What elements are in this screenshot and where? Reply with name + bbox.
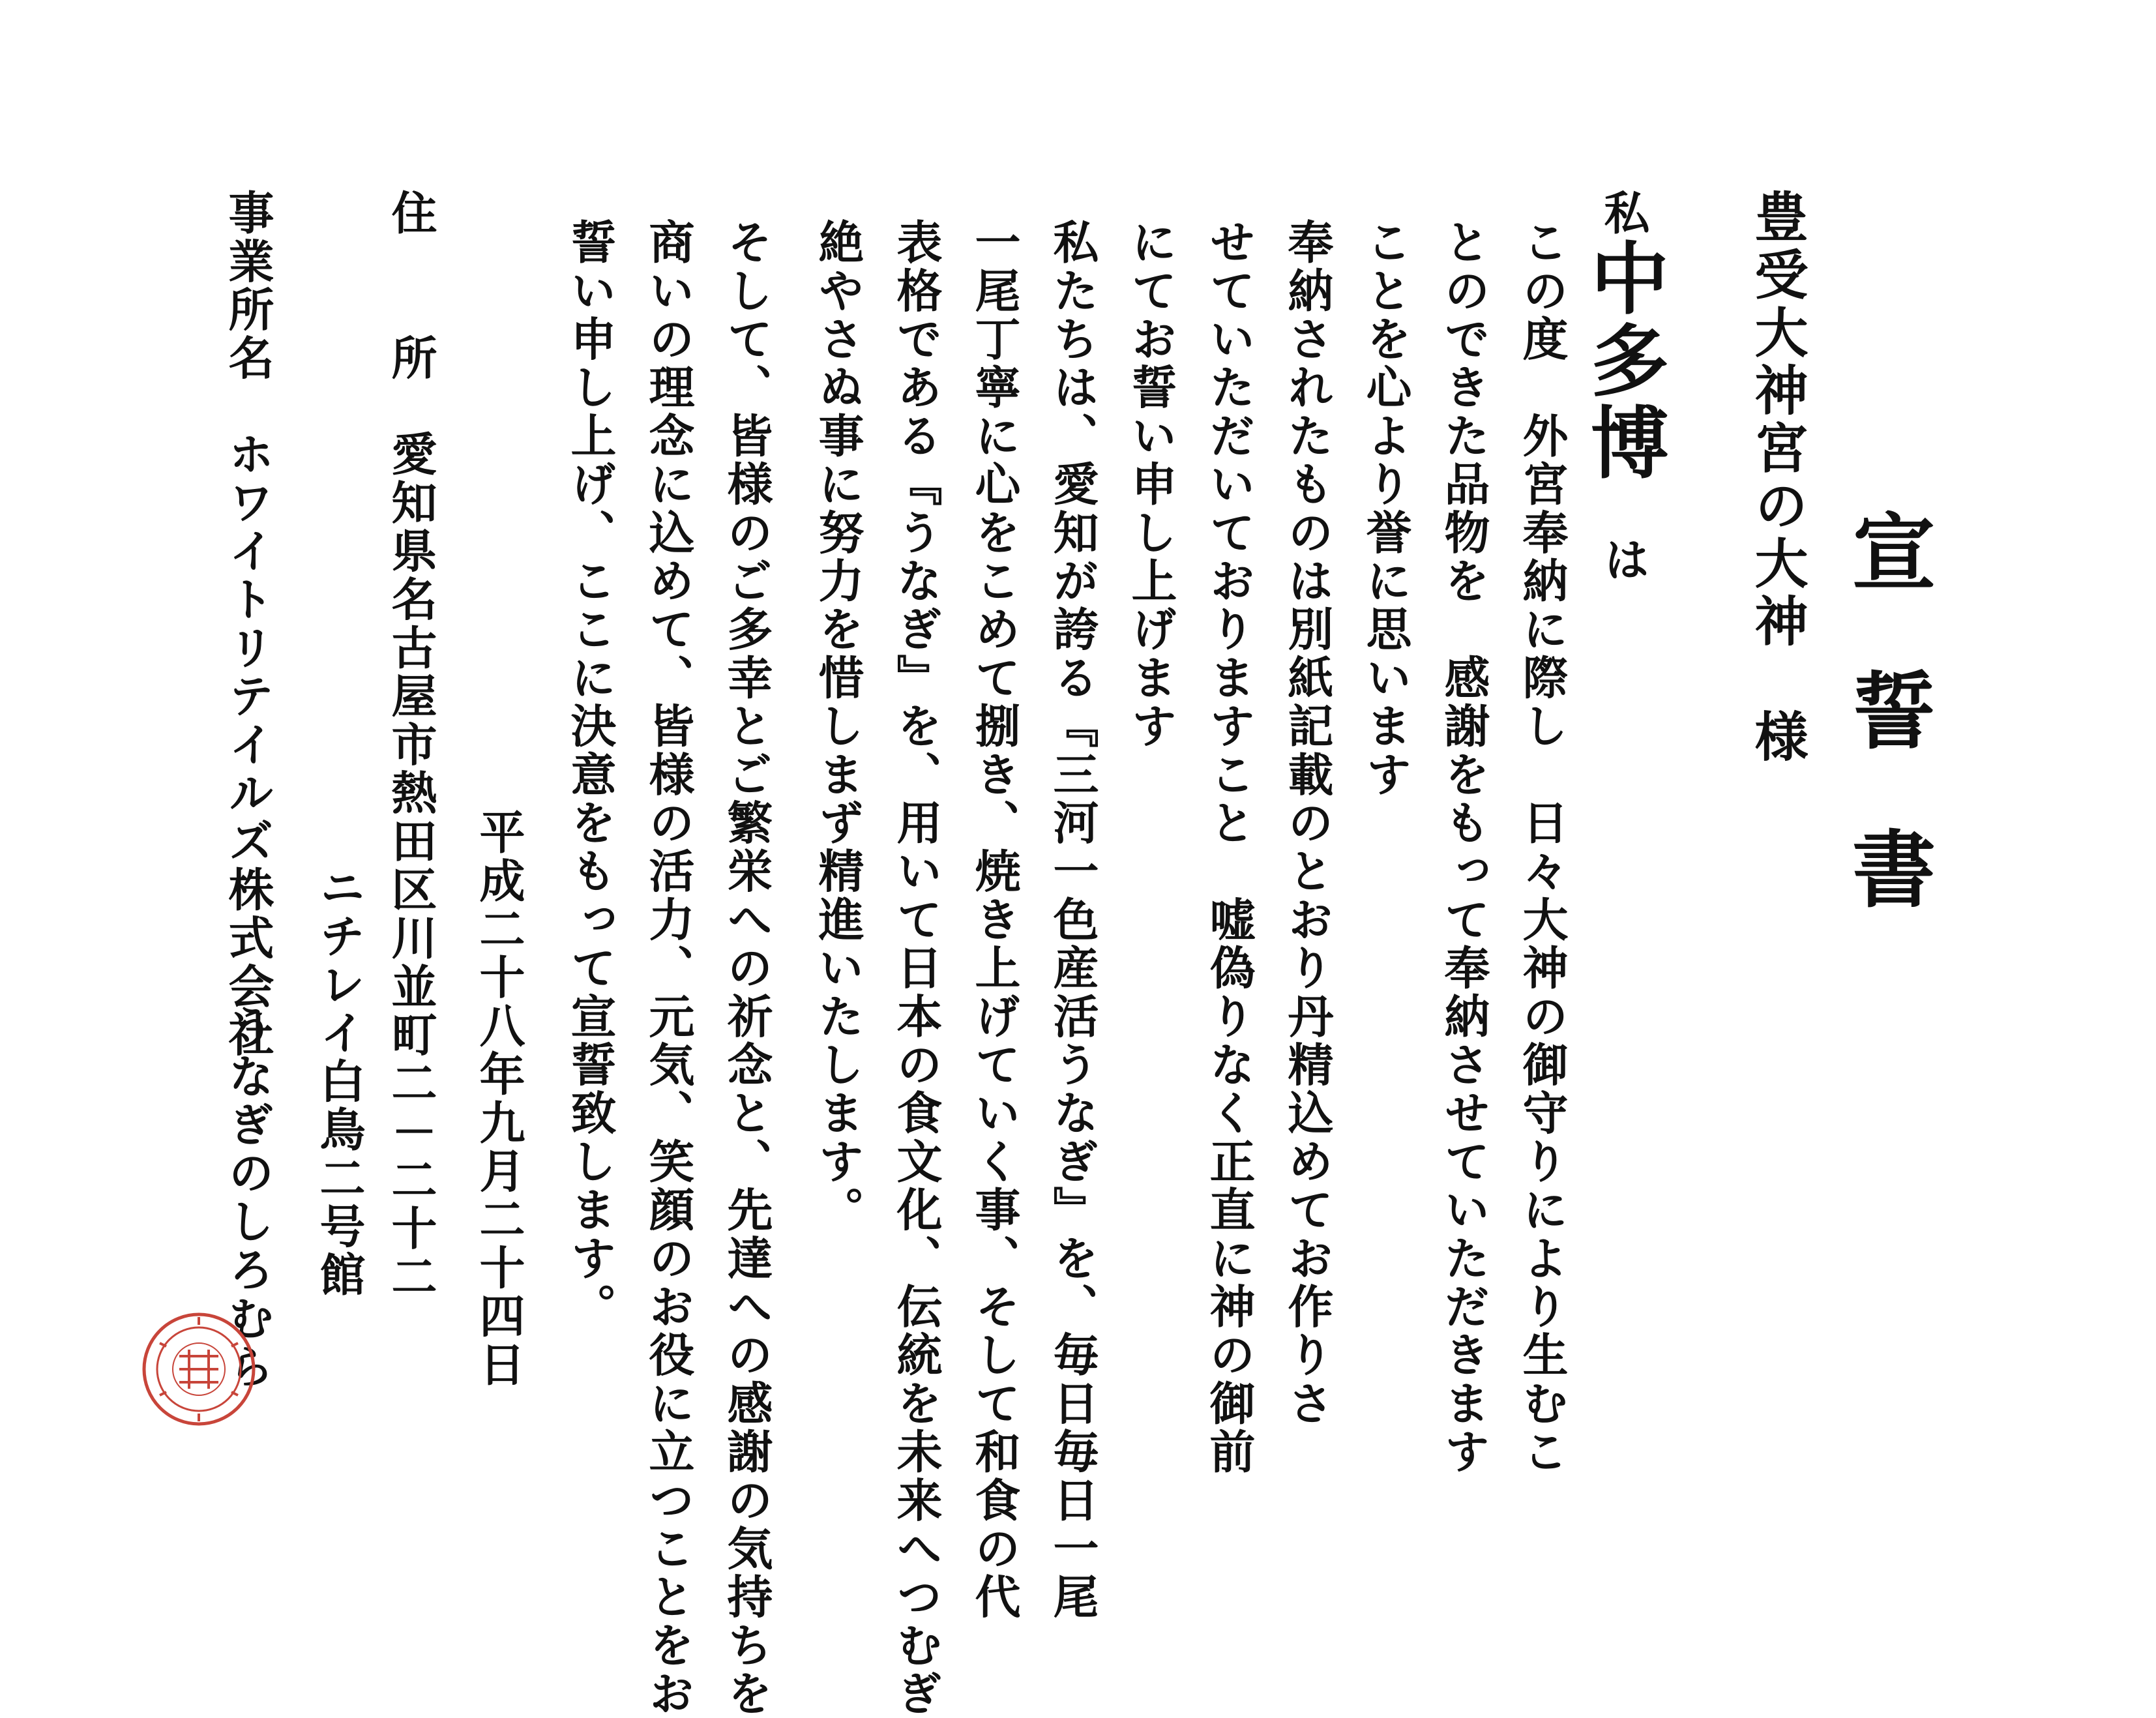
- body-column-7: 私たちは、愛知が誇る『三河一色産活うなぎ』を、毎日毎日一尾: [1046, 218, 1100, 1622]
- body-column-12: 商いの理念に込めて、皆様の活力、元気、笑顔のお役に立つことをお: [642, 218, 696, 1718]
- addressee: 豊受大神宮の大神 様: [1746, 189, 1809, 767]
- body-column-4: 奉納されたものは別紙記載のとおり丹精込めてお作りさ: [1280, 218, 1335, 1428]
- opening-suffix: は: [1597, 536, 1651, 585]
- company-seal-icon: [140, 1311, 258, 1428]
- date: 平成二十八年九月二十四日: [472, 808, 526, 1389]
- body-column-11: そして、皆様のご多幸とご繁栄への祈念と、先達への感謝の気持ちを: [720, 218, 774, 1718]
- body-column-5: せていただいておりますこと 嘘偽りなく正直に神の御前: [1202, 218, 1256, 1477]
- body-column-2: とのできた品物を 感謝をもって奉納させていただきます: [1437, 218, 1491, 1477]
- body-column-10: 絶やさぬ事に努力を惜しまず精進いたします。: [811, 218, 865, 1235]
- company-name: ホワイトリテイルズ株式会社: [221, 430, 275, 1059]
- document-title: 宣誓書: [1838, 509, 1936, 985]
- body-column-6: にてお誓い申し上げます: [1124, 218, 1178, 751]
- body-column-8: 一尾丁寧に心をこめて捌き、焼き上げていく事、そして和食の代: [967, 218, 1022, 1622]
- body-column-1: この度 外宮奉納に際し 日々大神の御守りにより生むこ: [1515, 218, 1569, 1477]
- body-column-3: ことを心より誉に思います: [1359, 218, 1413, 799]
- address-line-1: 愛知県名古屋市熱田区川並町二－二十二: [384, 430, 438, 1301]
- opening-line: [1578, 189, 1670, 585]
- body-column-13: 誓い申し上げ、ここに決意をもって宣誓致します。: [563, 218, 617, 1331]
- writer-name: 中多博: [1578, 237, 1670, 484]
- address-label: 住 所: [384, 189, 438, 383]
- address-line-2: ニチレイ白鳥二号館: [312, 864, 366, 1299]
- store-name: うなぎのしろむら: [221, 1004, 275, 1391]
- opening-prefix: 私: [1597, 189, 1651, 238]
- office-label: 事業所名: [221, 189, 275, 383]
- body-column-9: 表格である『うなぎ』を、用いて日本の食文化、伝統を未来へつむぎ: [889, 218, 943, 1718]
